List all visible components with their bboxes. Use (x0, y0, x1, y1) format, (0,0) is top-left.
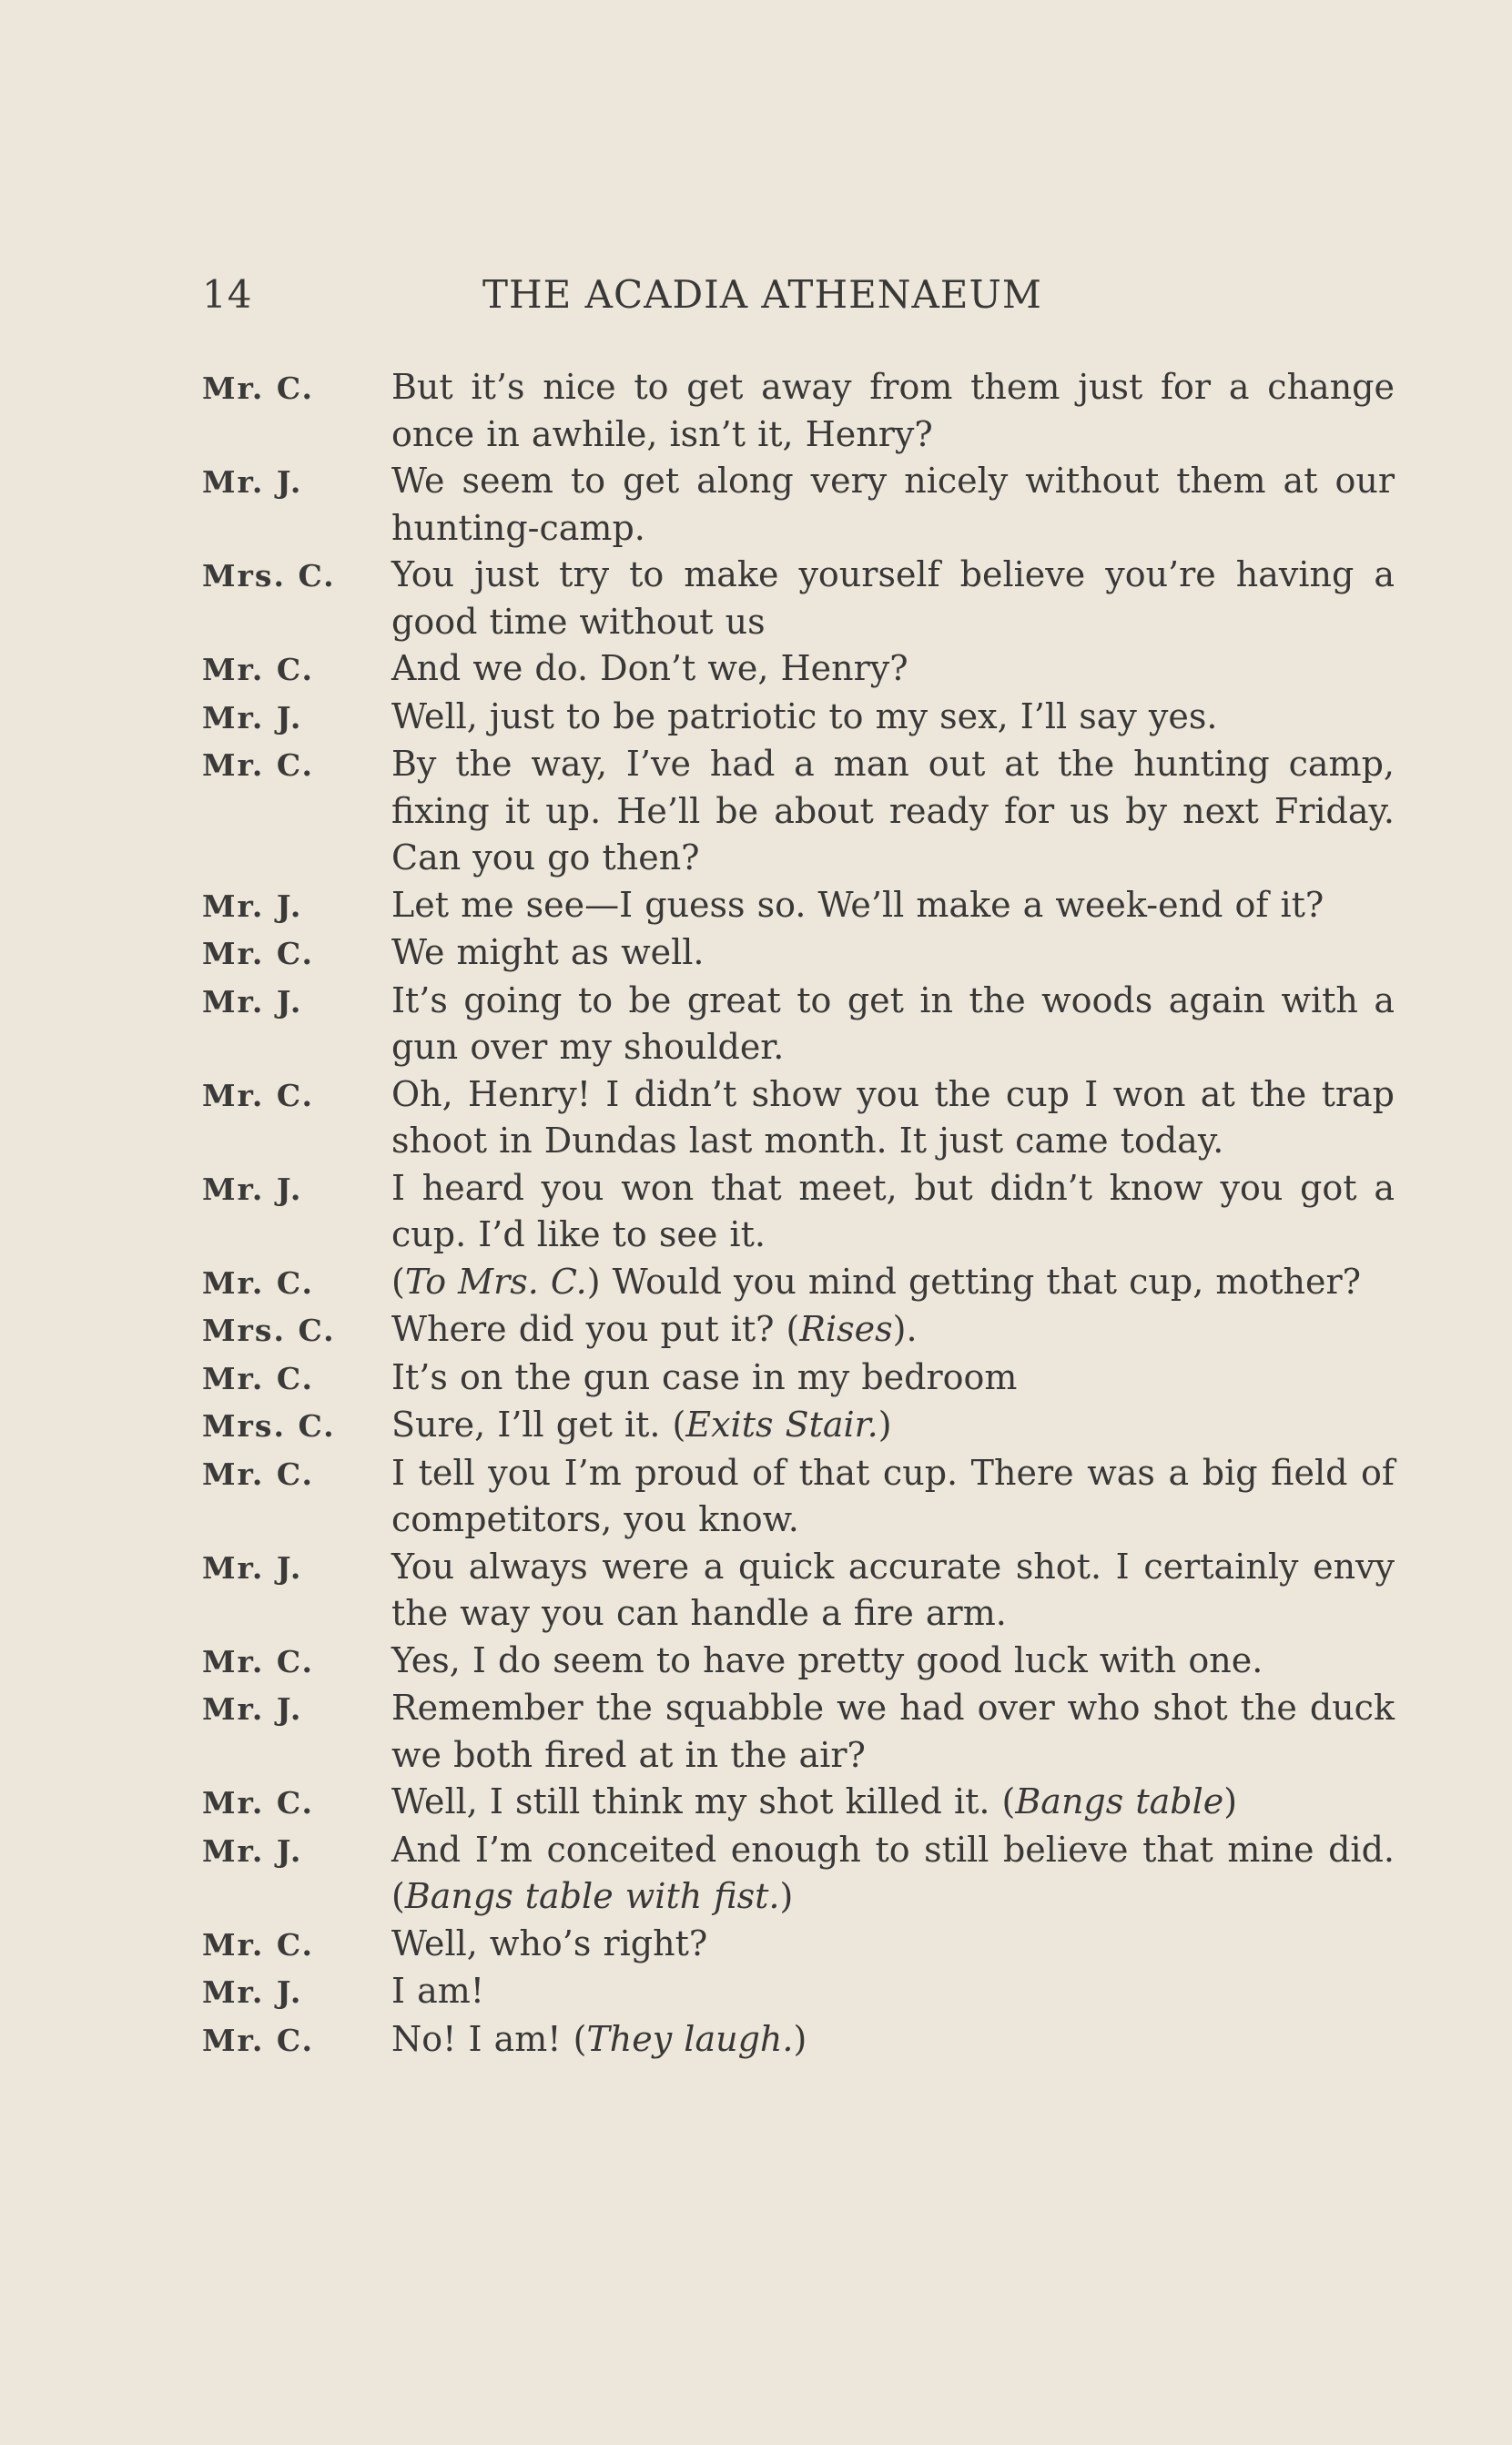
stage-direction: Bangs table with fist. (404, 1876, 780, 1916)
speech-segment: Oh, Henry! I didn’t show you the cup I won at the trap shoot in Dundas last month. It just came today. (391, 1073, 1395, 1161)
speech-segment: It’s going to be great to get in the woods again with a gun over my shoulder. (391, 979, 1395, 1067)
dialogue-line (202, 1827, 1395, 1921)
speech-segment: Well, just to be patriotic to my sex, I’ll say yes. (391, 695, 1218, 736)
speech-text (391, 741, 1395, 882)
speaker-name: Mr. J. (202, 888, 303, 924)
speaker-name: Mr. C. (202, 1077, 315, 1113)
dialogue-line (202, 1779, 1395, 1827)
speech-segment: No! I am! ( (391, 2018, 587, 2059)
dialogue-line (202, 1402, 1395, 1450)
speech-text (391, 1921, 1395, 1968)
speech-segment: I am! (391, 1971, 485, 2011)
speaker-name: Mr. J. (202, 1691, 303, 1727)
stage-direction: Bangs table (1015, 1781, 1224, 1821)
speaker-name: Mrs. C. (202, 1313, 336, 1348)
speech-segment: Sure, I’ll get it. ( (391, 1405, 686, 1445)
speech-segment: I heard you won that meet, but didn’t know you got a cup. I’d like to see it. (391, 1167, 1395, 1254)
speech-segment: We might as well. (391, 932, 705, 972)
speech-segment: Well, who’s right? (391, 1923, 708, 1963)
dialogue-line (202, 694, 1395, 742)
stage-direction: Rises (799, 1309, 893, 1349)
dialogue-line (202, 1071, 1395, 1165)
speech-segment: It’s on the gun case in my bedroom (391, 1356, 1018, 1397)
dialogue-line (202, 929, 1395, 978)
stage-direction: Exits Stair. (685, 1405, 878, 1445)
dialogue-line (202, 364, 1395, 458)
speech-text (391, 1402, 1395, 1449)
speech-text (391, 2016, 1395, 2064)
speaker-name: Mr. C. (202, 936, 315, 971)
speaker-name: Mrs. C. (202, 558, 336, 593)
speech-segment: ) (779, 1876, 794, 1916)
speech-text (391, 1779, 1395, 1826)
play-script (202, 364, 1395, 2064)
dialogue-line (202, 458, 1395, 552)
speech-segment: Where did you put it? ( (391, 1309, 800, 1349)
speaker-name: Mr. J. (202, 699, 303, 736)
speech-text (391, 1306, 1395, 1354)
speech-segment: You just try to make yourself believe you’re having a good time without us (391, 554, 1395, 642)
speech-segment: Well, I still think my shot killed it. ( (391, 1781, 1016, 1821)
stage-direction: They laugh. (586, 2018, 794, 2059)
speech-text (391, 1968, 1395, 2015)
dialogue-line (202, 1638, 1395, 1686)
speaker-name: Mr. C. (202, 1643, 315, 1679)
speech-segment: I tell you I’m proud of that cup. There was a big field of competitors, you know. (391, 1452, 1395, 1539)
dialogue-line (202, 1685, 1395, 1779)
speaker-name: Mr. J. (202, 1974, 303, 2010)
speech-text (391, 1685, 1395, 1779)
speech-text (391, 1827, 1395, 1921)
speaker-name: Mr. J. (202, 983, 303, 1020)
speech-text (391, 458, 1395, 552)
dialogue-line (202, 1450, 1395, 1544)
dialogue-line (202, 1306, 1395, 1354)
speech-segment: ) (878, 1405, 892, 1445)
speech-segment: ( (391, 1261, 405, 1302)
speaker-name: Mrs. C. (202, 1408, 336, 1444)
page-number: 14 (202, 272, 253, 317)
speaker-name: Mr. C. (202, 1264, 315, 1301)
speech-text (391, 1450, 1395, 1544)
speaker-name: Mr. C. (202, 1785, 315, 1821)
speech-text (391, 1638, 1395, 1685)
speech-text (391, 882, 1395, 929)
speaker-name: Mr. C. (202, 1360, 315, 1396)
speech-text (391, 552, 1395, 645)
speaker-name: Mr. C. (202, 747, 315, 783)
speech-segment: ). (892, 1309, 918, 1349)
page-header (0, 264, 1512, 328)
speech-text (391, 364, 1395, 458)
dialogue-line (202, 1165, 1395, 1259)
speech-segment: ) (793, 2018, 807, 2059)
speech-segment: And I’m conceited enough to still believe that mine did. ( (391, 1829, 1395, 1916)
dialogue-line (202, 978, 1395, 1071)
speech-segment: But it’s nice to get away from them just for a change once in awhile, isn’t it, Henry? (391, 367, 1395, 454)
speech-segment: By the way, I’ve had a man out at the hunting camp, fixing it up. He’ll be about ready for us by next Friday. Can you go then? (391, 744, 1395, 878)
speaker-name: Mr. C. (202, 1926, 315, 1963)
dialogue-line (202, 552, 1395, 645)
speech-segment: Yes, I do seem to have pretty good luck with one. (391, 1639, 1263, 1680)
stage-direction: To Mrs. C. (404, 1261, 587, 1302)
speaker-name: Mr. C. (202, 1456, 315, 1492)
dialogue-line (202, 1968, 1395, 2016)
speech-text (391, 929, 1395, 977)
speaker-name: Mr. C. (202, 2022, 315, 2058)
speech-text (391, 1165, 1395, 1259)
speech-segment: ) Would you mind getting that cup, mother? (586, 1261, 1362, 1302)
dialogue-line (202, 1921, 1395, 1969)
speech-text (391, 1259, 1395, 1306)
speech-text (391, 1071, 1395, 1165)
speech-text (391, 645, 1395, 693)
dialogue-line (202, 882, 1395, 930)
speech-text (391, 1354, 1395, 1402)
dialogue-line (202, 1259, 1395, 1307)
dialogue-line (202, 1354, 1395, 1403)
speech-text (391, 978, 1395, 1071)
speech-segment: Let me see—I guess so. We’ll make a week-end of it? (391, 884, 1324, 925)
dialogue-line (202, 1544, 1395, 1638)
speech-text (391, 1544, 1395, 1638)
dialogue-line (202, 741, 1395, 882)
speech-segment: We seem to get along very nicely without them at our hunting-camp. (391, 461, 1395, 548)
dialogue-line (202, 2016, 1395, 2065)
speech-segment: You always were a quick accurate shot. I certainly envy the way you can handle a fire arm. (391, 1546, 1395, 1633)
speech-text (391, 694, 1395, 741)
running-title: THE ACADIA ATHENAEUM (482, 272, 1042, 317)
speech-segment: Remember the squabble we had over who shot the duck we both fired at in the air? (391, 1688, 1395, 1775)
speaker-name: Mr. J. (202, 1832, 303, 1869)
speaker-name: Mr. J. (202, 464, 303, 500)
speaker-name: Mr. C. (202, 652, 315, 687)
speaker-name: Mr. J. (202, 1549, 303, 1586)
speech-segment: ) (1223, 1781, 1238, 1821)
speaker-name: Mr. C. (202, 370, 315, 406)
dialogue-line (202, 645, 1395, 694)
speech-segment: And we do. Don’t we, Henry? (391, 648, 908, 688)
speaker-name: Mr. J. (202, 1171, 303, 1207)
